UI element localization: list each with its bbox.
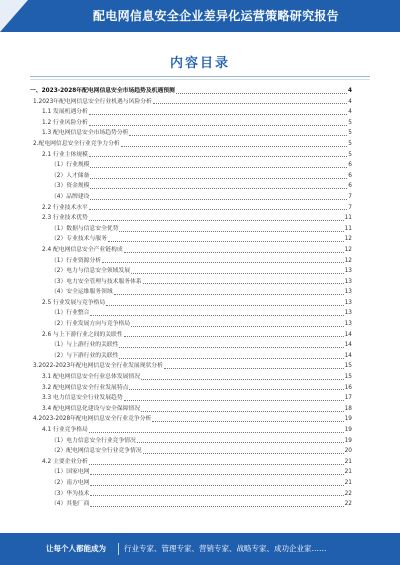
toc-entry-label: （1）行业整合 [51, 310, 90, 317]
toc-entry-label: 4.1 行业竞争格局 [42, 427, 88, 433]
toc-entry[interactable] [30, 308, 352, 319]
toc-entry[interactable] [30, 414, 352, 425]
toc-entry-page: 16 [344, 384, 352, 391]
toc-entry-page: 5 [348, 140, 352, 147]
toc-entry[interactable] [30, 330, 352, 341]
toc-entry[interactable] [30, 499, 352, 510]
toc-entry[interactable] [30, 234, 352, 245]
toc-leader-dots [124, 400, 344, 401]
toc-leader-dots [131, 273, 344, 274]
toc-leader-dots [89, 220, 344, 221]
toc-entry[interactable] [30, 203, 352, 214]
toc-leader-dots [176, 93, 347, 94]
toc-entry[interactable] [30, 404, 352, 415]
toc-entry-label: （1）行业资源分析 [51, 257, 102, 264]
toc-entry-label: （4）其他厂商 [51, 501, 90, 508]
toc-leader-dots [90, 506, 343, 507]
toc-entry-label: （2）专业技术与服务 [51, 236, 107, 243]
toc-entry-page: 13 [344, 299, 352, 306]
toc-entry[interactable] [30, 107, 352, 118]
divider-line [30, 76, 370, 77]
toc-entry-label: 3.1 配电网信息安全行业总体发展情况 [42, 374, 141, 381]
toc-leader-dots [90, 199, 347, 200]
toc-entry[interactable] [30, 361, 352, 372]
toc-leader-dots [119, 358, 343, 359]
divider-line-secondary [30, 79, 370, 80]
toc-entry-page: 19 [344, 427, 352, 433]
toc-leader-dots [89, 125, 347, 126]
toc-entry[interactable] [30, 383, 352, 394]
table-of-contents [30, 86, 352, 510]
toc-entry-page: 22 [344, 501, 352, 508]
toc-leader-dots [121, 146, 348, 147]
toc-entry[interactable] [30, 139, 352, 150]
toc-entry[interactable] [30, 245, 352, 256]
toc-leader-dots [90, 167, 347, 168]
toc-entry[interactable] [30, 171, 352, 182]
toc-entry-page: 13 [344, 310, 352, 317]
toc-leader-dots [129, 389, 343, 390]
toc-entry-page: 14 [344, 342, 352, 349]
toc-leader-dots [152, 421, 343, 422]
toc-entry[interactable] [30, 150, 352, 161]
toc-leader-dots [90, 495, 343, 496]
toc-entry[interactable] [30, 128, 352, 139]
toc-entry[interactable] [30, 467, 352, 478]
toc-leader-dots [90, 178, 347, 179]
toc-entry[interactable] [30, 287, 352, 298]
toc-entry-label: 1.2023年配电网信息安全行业机遇与风险分析 [33, 98, 152, 105]
footer-separator [118, 543, 119, 555]
toc-entry-page: 4 [347, 88, 352, 94]
toc-entry-page: 11 [344, 215, 352, 222]
toc-entry-page: 13 [344, 321, 352, 328]
toc-entry[interactable] [30, 256, 352, 267]
toc-entry[interactable] [30, 192, 352, 203]
toc-entry-page: 21 [344, 479, 352, 486]
toc-leader-dots [141, 379, 344, 380]
toc-entry-page: 19 [344, 437, 352, 444]
toc-entry-page: 14 [344, 352, 352, 359]
toc-entry[interactable] [30, 393, 352, 404]
toc-entry-page: 5 [348, 151, 352, 158]
toc-entry[interactable] [30, 97, 352, 108]
toc-leader-dots [143, 453, 344, 454]
toc-entry-label: 4.2 主要企业分析 [42, 458, 88, 465]
toc-entry-label: 3.3 电力信息安全行业发展趋势 [42, 395, 123, 402]
toc-entry-page: 18 [344, 405, 352, 412]
toc-entry[interactable] [30, 340, 352, 351]
toc-entry-page: 7 [348, 193, 352, 200]
toc-entry-label: （1）数据与信息安全优势 [51, 225, 119, 232]
toc-entry-label: 4.2023-2028年配电网信息安全行业竞争分析 [33, 416, 152, 423]
toc-leader-dots [89, 432, 344, 433]
toc-entry-page: 13 [344, 268, 352, 275]
toc-entry-label: （2）电力与信息安全领域发展 [51, 268, 131, 275]
toc-entry-page: 4 [348, 98, 352, 105]
toc-entry-page: 4 [348, 109, 352, 116]
toc-entry-label: （1）行业规模 [51, 162, 90, 169]
toc-entry-page: 13 [344, 278, 352, 285]
toc-entry-label: （2）南方电网 [51, 479, 90, 486]
toc-entry-page: 14 [344, 331, 352, 338]
toc-entry-page: 20 [344, 448, 352, 455]
toc-entry-page: 5 [348, 130, 352, 137]
toc-entry[interactable] [30, 436, 352, 447]
toc-leader-dots [89, 156, 347, 157]
toc-leader-dots [89, 464, 344, 465]
toc-leader-dots [164, 368, 344, 369]
toc-entry-label: （2）与下游行业的关联性 [51, 352, 119, 359]
toc-leader-dots [114, 294, 344, 295]
toc-entry-page: 6 [348, 183, 352, 190]
toc-entry-label: 一、2023-2028年配电网信息安全市场趋势及机遇预测 [30, 88, 175, 94]
toc-entry-label: （4）品牌建设 [51, 193, 90, 200]
toc-leader-dots [90, 188, 347, 189]
toc-entry-label: 2.2 行业技术水平 [42, 204, 88, 211]
toc-entry-label: 2.3 行业技术优势 [42, 215, 88, 222]
toc-leader-dots [131, 326, 344, 327]
toc-leader-dots [106, 305, 343, 306]
toc-entry-page: 15 [344, 363, 352, 370]
toc-entry[interactable] [30, 489, 352, 500]
toc-entry-page: 12 [344, 246, 352, 253]
toc-leader-dots [108, 241, 344, 242]
toc-entry-label: （3）资金规模 [51, 183, 90, 190]
toc-entry-label: （2）人才储备 [51, 172, 90, 179]
toc-entry-page: 5 [348, 119, 352, 126]
toc-leader-dots [90, 315, 343, 316]
toc-entry-label: 1.3 配电网信息安全市场趋势分析 [42, 130, 129, 137]
toc-entry-label: （1）国家电网 [51, 469, 90, 476]
toc-entry-label: 3.2 配电网信息安全行业发展特点 [42, 384, 129, 391]
toc-leader-dots [89, 114, 347, 115]
toc-entry-label: 3.4 配电网信息化建设与安全保障情况 [42, 405, 141, 412]
report-title: 配电网信息安全企业差异化运营策略研究报告 [92, 9, 339, 23]
toc-leader-dots [102, 262, 344, 263]
toc-entry-label: 1.2 行业风险分析 [42, 119, 88, 126]
toc-leader-dots [90, 474, 343, 475]
toc-entry-page: 21 [344, 458, 352, 465]
footer-slogan: 行业专家、管理专家、营销专家、战略专家、成功企业家…… [124, 544, 327, 553]
toc-leader-dots [153, 103, 347, 104]
report-header [0, 0, 400, 32]
toc-entry[interactable] [30, 298, 352, 309]
toc-leader-dots [90, 485, 343, 486]
toc-entry[interactable] [30, 372, 352, 383]
toc-entry-label: （1）与上游行业的关联性 [51, 342, 119, 349]
toc-entry-label: 2.4 配电网信息安全产业链构成 [42, 246, 123, 253]
toc-leader-dots [119, 231, 343, 232]
toc-entry-label: 2.6 与上下游行业之间的关联性 [42, 331, 123, 338]
toc-entry-page: 12 [344, 257, 352, 264]
toc-entry-label: 1.1 发展机遇分析 [42, 109, 88, 116]
toc-entry-label: （2）行业发展方向与竞争格局 [51, 321, 131, 328]
toc-entry-label: （1）电力信息安全行业竞争情况 [51, 437, 136, 444]
toc-entry-page: 12 [344, 236, 352, 243]
toc-entry-page: 21 [344, 469, 352, 476]
toc-entry-page: 13 [344, 289, 352, 296]
report-footer [0, 533, 400, 565]
toc-entry-label: （4）安全运维服务领域 [51, 289, 113, 296]
footer-brand: 让每个人都能成为 [46, 544, 106, 553]
toc-entry[interactable] [30, 478, 352, 489]
toc-leader-dots [119, 347, 343, 348]
toc-entry-page: 15 [344, 374, 352, 381]
toc-entry[interactable] [30, 160, 352, 171]
toc-entry[interactable] [30, 86, 352, 97]
toc-heading: 内容目录 [169, 56, 230, 71]
header-corner-accent [0, 0, 28, 32]
toc-entry-label: （2）配电网信息安全行业竞争情况 [51, 448, 142, 455]
toc-leader-dots [124, 336, 344, 337]
toc-leader-dots [141, 411, 344, 412]
toc-entry-page: 11 [344, 225, 352, 232]
toc-entry[interactable] [30, 277, 352, 288]
toc-entry[interactable] [30, 181, 352, 192]
toc-leader-dots [143, 283, 344, 284]
toc-entry-label: （3）电力安全管理与技术服务体系 [51, 278, 142, 285]
toc-leader-dots [89, 209, 347, 210]
toc-entry-page: 6 [348, 162, 352, 169]
toc-entry-label: 3.2022-2023年配电网信息安全行业发展现状分析 [33, 363, 163, 370]
toc-entry[interactable] [30, 319, 352, 330]
toc-entry-page: 22 [344, 490, 352, 497]
toc-entry[interactable] [30, 425, 352, 436]
toc-entry-label: 2.配电网信息安全行业竞争力分析 [33, 140, 120, 147]
toc-entry-page: 19 [344, 416, 352, 423]
toc-entry-page: 17 [344, 395, 352, 402]
toc-entry-label: （3）华为技术 [51, 490, 90, 497]
toc-entry[interactable] [30, 266, 352, 277]
toc-entry[interactable] [30, 213, 352, 224]
toc-entry[interactable] [30, 446, 352, 457]
toc-entry-label: 2.5 行业发展与竞争格局 [42, 299, 106, 306]
toc-leader-dots [137, 442, 344, 443]
toc-entry[interactable] [30, 457, 352, 468]
toc-entry-page: 7 [348, 204, 352, 211]
toc-entry[interactable] [30, 224, 352, 235]
toc-leader-dots [129, 135, 347, 136]
toc-entry-page: 6 [348, 172, 352, 179]
toc-entry[interactable] [30, 118, 352, 129]
toc-entry[interactable] [30, 351, 352, 362]
toc-leader-dots [124, 252, 344, 253]
toc-entry-label: 2.1 行业主体规模 [42, 151, 88, 158]
